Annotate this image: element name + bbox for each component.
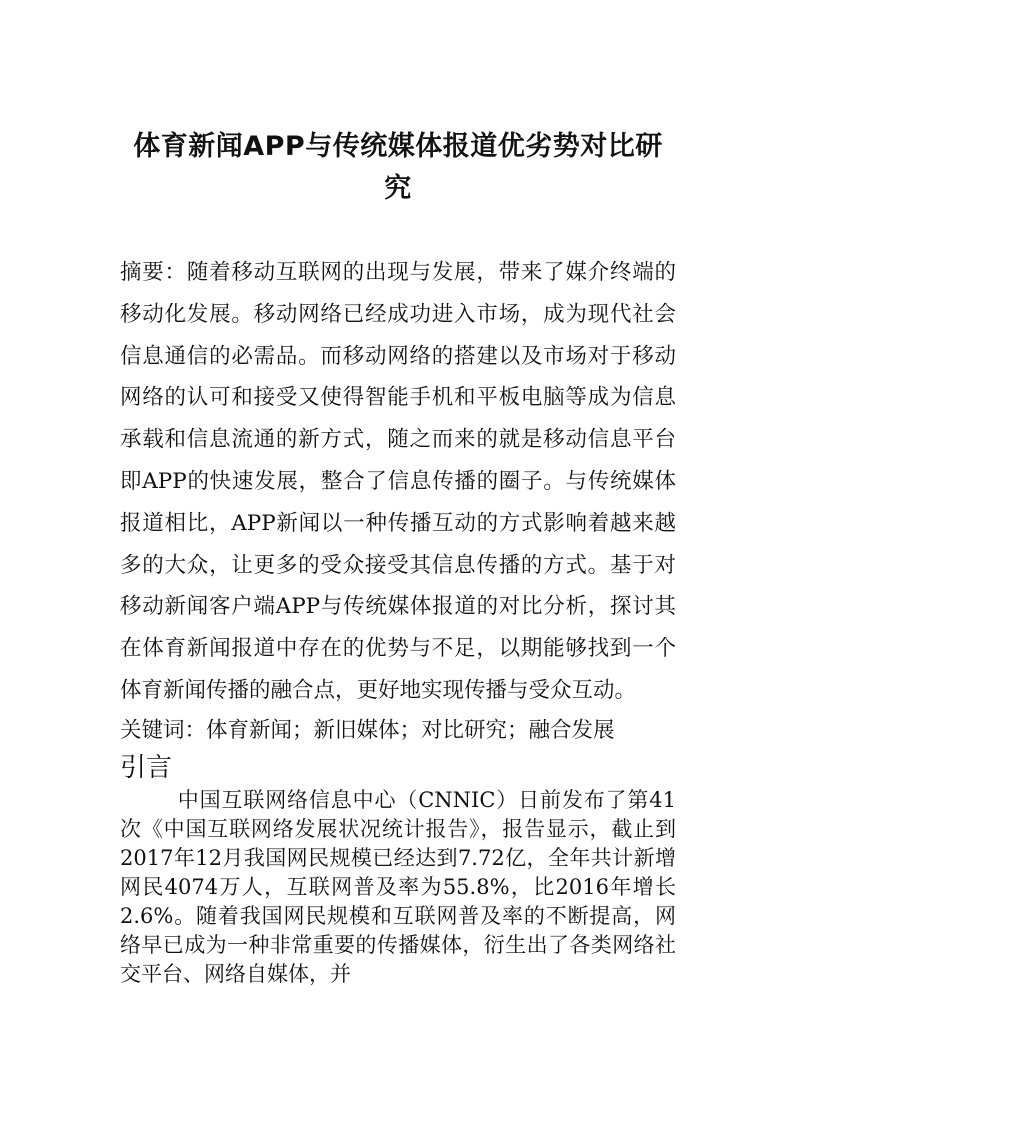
intro-paragraph: 中国互联网络信息中心（CNNIC）日前发布了第41次《中国互联网络发展状况统计报告》，报告显示，截止到2017年12月我国网民规模已经达到7.72亿，全年共计新增网民4074万人，互联网普及率为55.8%，比2016年增长2.6%。随着我国网民规模和互联网普及率的不断提高，网络早已成为一种非常重要的传播媒体，衍生出了各类网络社交平台、网络自媒体，并 [120,787,676,986]
keywords-block [120,712,676,750]
keywords-label: 关键词： [120,717,207,743]
abstract-block [120,252,676,712]
text-column [120,126,676,989]
section-heading-introduction: 引言 [120,752,173,783]
abstract-text: 随着移动互联网的出现与发展，带来了媒介终端的移动化发展。移动网络已经成功进入市场，成为现代社会信息通信的必需品。而移动网络的搭建以及市场对于移动网络的认可和接受又使得智能手机和平板电脑等成为信息承载和信息流通的新方式，随之而来的就是移动信息平台即APP的快速发展，整合了信息传播的圈子。与传统媒体报道相比，APP新闻以一种传播互动的方式影响着越来越多的大众，让更多的受众接受其信息传播的方式。基于对移动新闻客户端APP与传统媒体报道的对比分析，探讨其在体育新闻报道中存在的优势与不足，以期能够找到一个体育新闻传播的融合点，更好地实现传播与受众互动。 [120,260,676,703]
keywords-text: 体育新闻；新旧媒体；对比研究；融合发展 [206,717,615,743]
abstract-label: 摘要： [120,260,187,285]
paper-title: 体育新闻APP与传统媒体报道优劣势对比研究 [133,131,663,204]
